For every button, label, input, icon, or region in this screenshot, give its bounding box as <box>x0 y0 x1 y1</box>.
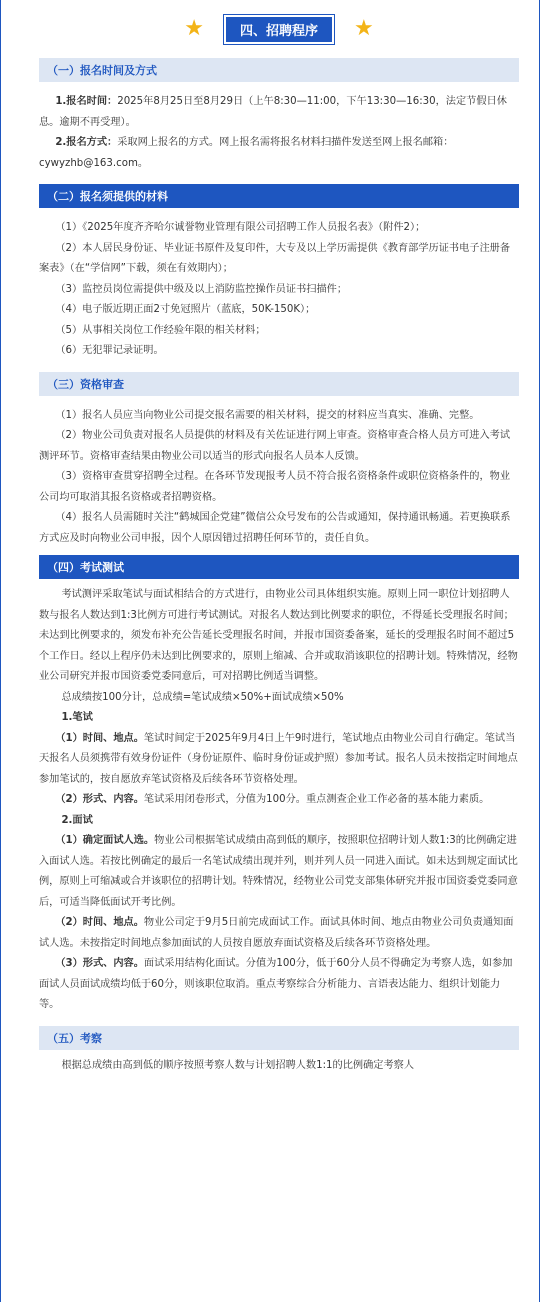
list-item: （2）物业公司负责对报名人员提供的材料及有关佐证进行网上审查。资格审查合格人员方可进入考试测评环节。资格审查结果由物业公司以适当的形式向报名人员本人反馈。 <box>39 430 511 462</box>
list-item: （1）《2025年度齐齐哈尔诚誉物业管理有限公司招聘工作人员报名表》（附件2）； <box>55 222 426 233</box>
subsection-heading-registration-time: （一）报名时间及方式 <box>39 58 519 82</box>
section-title: 四、招聘程序 <box>226 17 332 42</box>
list-item: （1）报名人员应当向物业公司提交报名需要的相关材料，提交的材料应当真实、准确、完整。 <box>55 409 480 421</box>
paragraph-exam-intro: 考试测评采取笔试与面试相结合的方式进行，由物业公司具体组织实施。原则上同一职位计划招聘人数与报名人数达到1:3比例方可进行考试测试。对报名人数达到比例要求的职位，不得延长受理报名时间；未达到比例要求的，须发布补充公告延长受理报名时间，并报市国资委备案，延长的受理报名时间不超过5个工作日。经以上程序仍未达到比例要求的，原则上缩减、合并或取消该职位的招聘计划。特殊情况，经物业公司研究并报市国资委党委同意后，可对招聘比例适当调整。 <box>39 589 518 682</box>
paragraph-registration-time: 1.报名时间：2025年8月25日至8月29日（上午8:30—11:00，下午13:30—16:30，法定节假日休息。逾期不再受理）。 <box>39 96 507 128</box>
subsection-heading-exam: （四）考试测试 <box>39 555 519 579</box>
paragraph-interview-format: （3）形式、内容。面试采用结构化面试。分值为100分，低于60分人员不得确定为考察人选，如参加面试人员面试成绩均低于60分，则该职位取消。重点考察综合分析能力、言语表达能力、组织计划能力等。 <box>39 958 513 1010</box>
heading-written-exam: 1.笔试 <box>61 712 93 723</box>
star-icon: ★ <box>354 16 374 41</box>
paragraph-inspection-intro: 根据总成绩由高到低的顺序按照考察人数与计划招聘人数1:1的比例确定考察人 <box>61 1059 415 1071</box>
list-item: （4）电子版近期正面2寸免冠照片（蓝底，50K-150K）； <box>55 304 316 315</box>
subsection-heading-materials: （二）报名须提供的材料 <box>39 184 519 208</box>
paragraph-interview-time: （2）时间、地点。物业公司定于9月5日前完成面试工作。面试具体时间、地点由物业公司负责通知面试人选。未按指定时间地点参加面试的人员按自愿放弃面试资格及后续各环节资格处理。 <box>39 917 514 949</box>
list-item: （3）资格审查贯穿招聘全过程。在各环节发现报考人员不符合报名资格条件或职位资格条件的，物业公司均可取消其报名资格或者招聘资格。 <box>39 471 511 503</box>
paragraph-written-time: （1）时间、地点。笔试时间定于2025年9月4日上午9时进行，笔试地点由物业公司自行确定。笔试当天报名人员须携带有效身份证件（身份证原件、临时身份证或护照）参加考试。报名人员未按指定时间地点参加笔试的，按自愿放弃笔试资格及后续各环节资格处理。 <box>39 732 518 785</box>
list-item: （3）监控员岗位需提供中级及以上消防监控操作员证书扫描件； <box>55 283 348 295</box>
section-title-row <box>39 0 519 58</box>
list-item: （5）从事相关岗位工作经验年限的相关材料； <box>55 324 266 336</box>
paragraph-written-format: （2）形式、内容。笔试采用闭卷形式，分值为100分。重点测查企业工作必备的基本能力素质。 <box>55 794 490 805</box>
paragraph-interview-selection: （1）确定面试人选。物业公司根据笔试成绩由高到低的顺序，按照职位招聘计划人数1:3的比例确定进入面试人选。若按比例确定的最后一名笔试成绩出现并列，则并列人员一同进入面试。如未达到规定面试比例，原则上可缩减或合并该职位的招聘计划。特殊情况，经物业公司党支部集体研究并报市国资委党委同意后，可适当降低面试开考比例。 <box>39 835 518 908</box>
list-item: （6）无犯罪记录证明。 <box>55 345 164 356</box>
star-icon: ★ <box>184 16 204 41</box>
heading-interview: 2.面试 <box>61 814 93 826</box>
list-item: （2）本人居民身份证、毕业证书原件及复印件，大专及以上学历需提供《教育部学历证书电子注册备案表》（在“学信网”下载，须在有效期内）； <box>39 242 511 274</box>
paragraph-score-formula: 总成绩按100分计，总成绩=笔试成绩×50%+面试成绩×50% <box>61 691 344 703</box>
paragraph-registration-method: 2.报名方式：采取网上报名的方式。网上报名需将报名材料扫描件发送至网上报名邮箱：cywyzhb@163.com。 <box>39 137 454 169</box>
subsection-heading-inspection: （五）考察 <box>39 1026 519 1050</box>
subsection-heading-qualification-review: （三）资格审查 <box>39 372 519 396</box>
list-item: （4）报名人员需随时关注“鹤城国企党建”微信公众号发布的公告或通知，保持通讯畅通。若更换联系方式应及时向物业公司申报，因个人原因错过招聘任何环节的，责任自负。 <box>39 512 511 544</box>
